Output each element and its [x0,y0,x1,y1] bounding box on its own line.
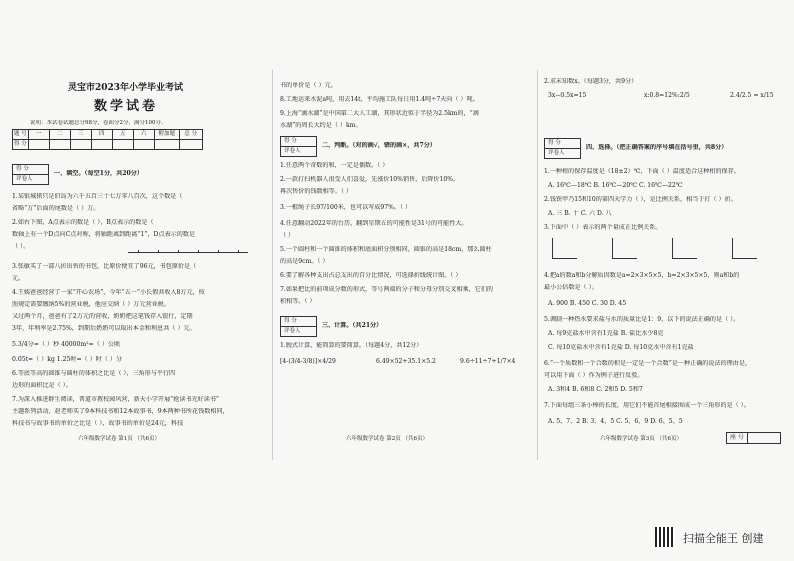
score-head: 附加题 [154,130,179,140]
graph-option-b [612,238,637,259]
q-line: 又过两个月，爸爸有了2万元的营收，奶奶把这笔钱存入银行，定期 [12,313,193,320]
q-line: 0.05t=（ ）kg 1.25时=（ ）时（ ）分 [12,356,122,363]
exam-page-3 [540,72,790,462]
section-1-heading: 一、填空。（每空1分，共20分） [54,170,143,177]
section-4-heading: 四、选择。（把正确答案的序号填在括号里，共8分） [586,144,728,151]
exam-note: 说明：本试卷试题总分98分，卷面分2分，满分100分。 [30,120,167,126]
calc-problem: 9.6÷11÷7+1/7×4 [460,358,516,365]
choice-line: C. 每10克盐水中含有1克盐 D. 每10克水中含有1克盐 [548,344,694,351]
grader-box [544,138,581,159]
grader-name: 评卷人 [284,328,301,334]
score-head: 一 [28,130,49,140]
page-footer: 六年级数学试卷 第3页 （共6页） [600,436,682,442]
solve-instruction: 2.求未知数x。（每题3分，共9分） [544,78,638,85]
seat-label: 座 号 [727,433,748,443]
judge-line: 1.任意两个奇数的和，一定是偶数。（ ） [280,162,389,169]
score-head: 二 [49,130,70,140]
grader-box [12,164,49,185]
score-head: 六 [133,130,154,140]
calc-problem: [4-(3/4-3/8)]×4/29 [280,358,336,365]
section-3-heading: 三、计算。（共21分） [322,322,383,329]
q-line: 1.某银城猪只是旧岛为六千五百三十七万零八百次，这个数是（ [12,193,183,200]
number-line-tick [238,250,239,253]
q-line: 元。 [12,275,25,282]
choice-line: 4.把a的数a和b分解质因数是a=2×3×5×5，b=2×3×5×5，则a和b的 [544,272,740,279]
graph-option-d [732,238,757,259]
equation: 2.4/2.5 = x/15 [730,92,774,99]
choice-line: 最小公倍数是（ ）。 [544,284,598,291]
section-2-heading: 二、判断。（对的画√，错的画×，共7分） [322,142,436,149]
equation: 3x−0.5x=15 [548,92,587,99]
scanner-brand: 扫描全能王 创建 [683,532,764,545]
choice-line: A. 5、7、2 B. 3、4、5 C. 5、6、9 D. 6、5、5 [548,418,683,425]
choice-line: A. 三 B. 十 C. 六 D. 八 [548,210,612,217]
judge-line: 5.一个圆柱和一个圆锥的体积和底面积分别相同，圆锥的高是18cm，那么圆柱 [280,246,492,253]
score-row-label: 得 分 [13,140,29,150]
q-line: 水湖”的周长大约是（ ）km。 [280,122,362,129]
choice-line: A. 每9克盐水中含有1克盐 B. 盐比水少8克 [548,330,664,337]
choice-line: 7.下面每组三条小棒的长度，用它们不能首尾相接围成一个三角形的是（ ）。 [544,402,750,409]
q-line: 数轴上有一个D点向C点对称，将轴距离到距离“1”，D点表示的数是 [12,231,195,238]
q-line: 3.张敏买了一部八折出售的书包，比原价便宜了96元，书包原价是（ [12,263,197,270]
grader-score: 得 分 [281,317,316,327]
q-line: （ ）。 [12,243,30,250]
calc-problem: 6.49×52+35.1×5.2 [376,358,436,365]
number-line-tick [178,250,179,253]
q-line: 科技书与故事书的单价之比是（ ），故事书的单价是24元，科技 [12,420,184,427]
grader-score: 得 分 [281,137,316,147]
judge-line: 积相等。（ ） [280,298,316,305]
qr-code-icon [655,527,675,547]
q-line: 5.3/4分=（ ）秒 40000m²=（ ）公顷 [12,341,121,348]
judge-line: 4.任意翻动2022年的台历，翻到星期五的可能性是31号的可能性大。 [280,220,468,227]
grader-name: 评卷人 [284,148,301,154]
choice-line: 可以用下面（ ）作为例子进行反驳。 [544,372,644,379]
number-line [128,252,248,253]
choice-line: 3.下面中（ ）表示的两个量成正比例关系。 [544,224,662,231]
judge-line: 再次售价的钱数相等。（ ） [280,188,353,195]
grader-score: 得 分 [13,165,48,175]
page-footer: 六年级数学试卷 第1页 （共6页） [78,436,160,442]
score-head: 四 [91,130,112,140]
judge-line: 7.如果把比的前项成分数的形式，等号两端的分子和分母分别交叉相乘，它们的 [280,286,494,293]
score-head: 五 [112,130,133,140]
q-line: 省略“万”后面的尾数是（ ）万。 [12,205,100,212]
seat-number-box [726,432,781,444]
number-line-tick [158,250,159,253]
q-line: 边形的面积比是（ ）。 [12,382,72,389]
equation: x:0.8=12%:2/5 [644,92,690,99]
q-line: 2.如右下图，A点表示的数是（ ），B点表示的数是（ [12,219,154,226]
q-line: 9.上海“滴水湖”是中国第二大人工湖，其形状近似于半径为2.5km的，“滴 [280,110,479,117]
judge-line: 2.一款打扫机器人很受人们喜爱，先涨价10%销售，后降价10%， [280,176,460,183]
exam-page-2 [276,72,534,462]
choice-line: 1.一种柑的保存温度是（18±2）℃，下面（ ）温度适合这种柑的保存。 [544,168,740,175]
q-line: 主题系列活动，赵老师买了9本科技书和12本故事书，9本两种书所花钱数相同， [12,408,229,415]
q-line: 4.王姨爸爸经营了一家“开心农场”，今年“五一”小长假共收入8万元，按 [12,289,205,296]
judge-line: （ ） [280,232,295,239]
q-line: 书的单价是（ ）元。 [280,82,337,89]
grader-name: 评卷人 [16,176,33,182]
number-line-tick [198,250,199,253]
choice-line: 5.调制一种热水要求盐与水的质量比是1：9，以下的说法正确的是（ ）。 [544,316,740,323]
q-line: 3年，年利率是2.75%，到期后奶奶可以取出本金和利息共（ ）元。 [12,325,196,332]
choice-line: A. 900 B. 450 C. 30 D. 45 [548,300,627,307]
score-head: 题 号 [13,130,29,140]
page-footer: 六年级数学试卷 第2页 （共6页） [346,436,428,442]
exam-subtitle: 数学试卷 [94,99,159,114]
q-line: 照规定需要缴纳5%的营业税，他应交纳（ ）万元营业税。 [12,301,170,308]
choice-line: A. 16℃—18℃ B. 16℃—20℃ C. 16℃—22℃ [548,182,683,189]
grader-box [280,136,317,157]
exam-page-1 [8,72,270,462]
number-line-tick [218,250,219,253]
q-line: 7.为深入推进群生阅读，普道市教校园风营，新天小学开展“抢读书光好读书” [12,396,220,403]
grader-box [280,316,317,337]
score-head: 三 [70,130,91,140]
grader-score: 得 分 [545,139,580,149]
judge-line: 的高是9cm。（ ） [280,258,329,265]
score-head: 总 分 [179,130,202,140]
judge-line: 6.要了解各种支出占总支出的百分比情况，可选择折线统计图。（ ） [280,272,462,279]
calc-instruction: 1.脱式计算，能简算的要简算。（每题4分，共12分） [280,342,423,349]
judge-line: 3.一根绳子长97/100米，也可以写成97%。（ ） [280,204,412,211]
choice-line: 2.钱铁甲乃15和10的第四天学力（ ），是比例关系，相当于打（ ）折。 [544,196,737,203]
page-divider [272,70,273,460]
q-line: 8.工地运来水泥a吨，用去14t，平均施工队每日用1.4吨÷7天向（ ）吨。 [280,96,479,103]
choice-line: A. 3和4 B. 6和8 C. 2和5 D. 5和7 [548,386,643,393]
graph-option-a [552,238,577,259]
page-divider [537,70,538,460]
q-line: 6.等底等高的圆锥与圆柱的体积之比是（ ），三角形与平行四 [12,370,176,377]
graph-option-c [672,238,697,259]
grader-name: 评卷人 [548,150,565,156]
number-line-tick [138,250,139,253]
exam-title: 灵宝市2023年小学毕业考试 [68,83,184,93]
score-table [12,129,203,150]
choice-line: 6.“一个质数和一个合数的积是一定是一个合数”是一种正确的说法的理由是， [544,360,752,367]
